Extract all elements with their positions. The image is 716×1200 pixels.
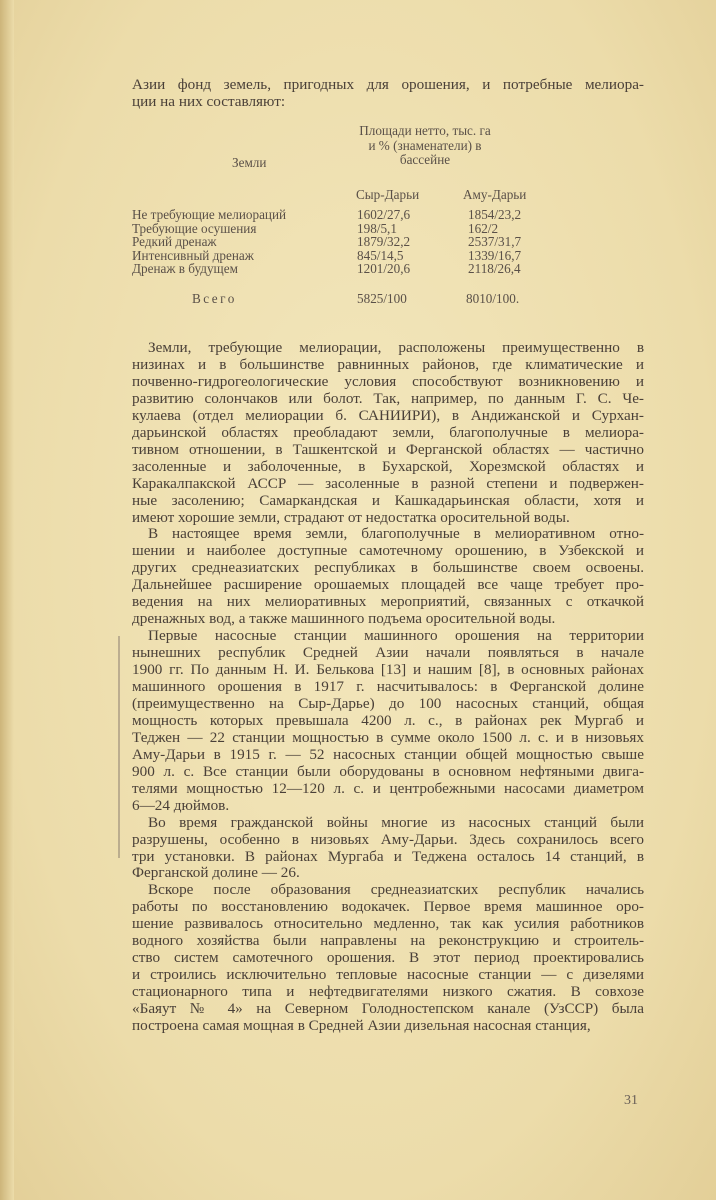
text-line: Вскоре после образования среднеазиатских республик начались	[148, 881, 644, 899]
text-line: засоленные и заболоченные, в Бухарской, Хорезмской областях и	[132, 457, 644, 475]
text-line: ные засолению; Самаркандская и Кашкадарьинская области, хотя и	[132, 491, 644, 509]
table-group-header	[330, 124, 520, 168]
table-group-header-line: Площади нетто, тыс. га	[359, 123, 491, 138]
table-cell-syr: 845/14,5	[357, 247, 404, 263]
text-line: ство систем самотечного орошения. В этот период проектировались	[132, 949, 644, 967]
table-cell-amu: 1339/16,7	[468, 247, 522, 263]
text-line: Ферганской долине — 26.	[132, 864, 300, 882]
table-cell-amu: 2537/31,7	[468, 234, 522, 250]
table-col-syr: Сыр-Дарьи	[356, 187, 420, 202]
text-line: «Баяут № 4» на Северном Голодностепском канале (УзССР) была	[132, 1000, 644, 1018]
margin-pencil-mark	[118, 636, 120, 858]
table-total-amu: 8010/100.	[466, 291, 520, 306]
table-total-syr: 5825/100	[357, 291, 407, 306]
table-cell-syr: 1201/20,6	[357, 261, 411, 277]
text-line: кулаева (отдел мелиорации б. САНИИРИ), в Андижанской и Сурхан-	[132, 406, 644, 424]
text-line: телями мощностью 12—120 л. с. и центробежными насосами диаметром	[132, 779, 644, 797]
text-line: стационарного типа и нефтедвигателями низкого сжатия. В совхозе	[132, 983, 644, 1001]
table-group-header-line: и % (знаменатели) в	[368, 137, 482, 153]
text-line: Первые насосные станции машинного орошения на территории	[148, 627, 644, 645]
table-total-label: Всего	[192, 291, 237, 306]
table-cell-syr: 1879/32,2	[357, 234, 411, 250]
text-line: ции на них составляют:	[132, 93, 286, 110]
text-line: три установки. В районах Мургаба и Теджена осталось 14 станций, в	[132, 847, 644, 865]
table-cell-label: Дренаж в будущем	[132, 261, 238, 277]
text-line: Земли, требующие мелиорации, расположены преимущественно в	[148, 339, 644, 356]
text-line: построена самая мощная в Средней Азии дизельная насосная станция,	[132, 1017, 591, 1034]
text-line: и строились исключительно тепловые насосные станции — с дизелями	[132, 966, 644, 984]
text-line: работы по восстановлению водокачек. Первое время машинное оро-	[132, 898, 644, 916]
table-cell-amu: 2118/26,4	[468, 261, 521, 277]
text-line: (преимущественно на Сыр-Дарье) до 100 насосных станций, общая	[132, 694, 644, 712]
text-line: Каракалпакской АССР — засоленные в разной степени и подвержен-	[132, 474, 644, 492]
table-cell-syr: 1602/27,6	[357, 207, 411, 222]
text-line: Во время гражданской войны многие из насосных станций были	[148, 813, 644, 831]
text-line: шение развивалось относительно медленно, так как усилия работников	[132, 915, 644, 933]
table-cell-amu: 162/2	[468, 220, 499, 236]
text-line: 900 л. с. Все станции были оборудованы в основном нефтяными двига-	[132, 762, 644, 780]
table-cell-syr: 198/5,1	[357, 220, 397, 236]
table-cell-label: Интенсивный дренаж	[132, 247, 254, 263]
table-cell-label: Требующие осушения	[132, 220, 257, 236]
table-col-amu: Аму-Дарьи	[463, 187, 527, 202]
text-line: дренажных вод, а также машинного подъема оросительной воды.	[132, 610, 556, 628]
text-line: 1900 гг. По данным Н. И. Белькова [13] и нашим [8], в основных районах	[132, 661, 644, 679]
text-line: Дальнейшее расширение орошаемых площадей все чаще требует про-	[132, 576, 644, 594]
text-line: других среднеазиатских республиках в большинстве своем освоены.	[132, 559, 644, 577]
text-line: машинного орошения в 1917 г. насчитывалось: в Ферганской долине	[132, 678, 644, 695]
page-edge-shadow	[0, 0, 14, 1200]
text-line: Теджен — 22 станции мощностью в сумме около 1500 л. с. и в низовьях	[132, 728, 644, 746]
table-group-header-line: бассейне	[399, 152, 451, 167]
text-line: имеют хорошие земли, страдают от недостатка оросительной воды.	[132, 508, 570, 526]
text-line: ведения на них мелиоративных мероприятий, связанных с откачкой	[132, 593, 644, 611]
page-number: 31	[624, 1093, 638, 1108]
table-cell-label: Не требующие мелиораций	[132, 207, 287, 222]
table-header-lands: Земли	[232, 155, 267, 170]
text-line: мощность которых превышала 4200 л. с., в районах рек Мургаб и	[132, 711, 644, 729]
text-line: тивном отношении, в Ташкентской и Ферганской областях — частично	[132, 440, 644, 458]
text-line: нынешних республик Средней Азии начали появляться в начале	[132, 644, 644, 662]
text-line: 6—24 дюймов.	[132, 796, 230, 814]
text-line: разрушены, особенно в низовьях Аму-Дарьи. Здесь сохранилось всего	[132, 830, 644, 848]
text-line: водного хозяйства были направлены на реконструкцию и строитель-	[132, 932, 644, 950]
text-line: Азии фонд земель, пригодных для орошения, и потребные мелиора-	[132, 76, 644, 93]
text-line: почвенно-гидрогеологические условия способствуют возникновению и	[132, 372, 644, 390]
table-cell-label: Редкий дренаж	[132, 234, 217, 250]
text-line: Аму-Дарьи в 1915 г. — 52 насосных станции общей мощностью свыше	[132, 745, 644, 763]
text-line: дарьинской областях преобладают земли, благополучные в мелиора-	[132, 423, 644, 441]
text-line: шении и наиболее доступные самотечному орошению, в Узбекской и	[132, 542, 644, 560]
text-line: развитию солончаков или болот. Так, например, по данным Г. С. Че-	[132, 389, 644, 407]
text-line: В настоящее время земли, благополучные в мелиоративном отно-	[148, 525, 644, 543]
text-line: низинах и в большинстве равнинных районов, где климатические и	[132, 355, 644, 373]
table-cell-amu: 1854/23,2	[468, 207, 522, 222]
